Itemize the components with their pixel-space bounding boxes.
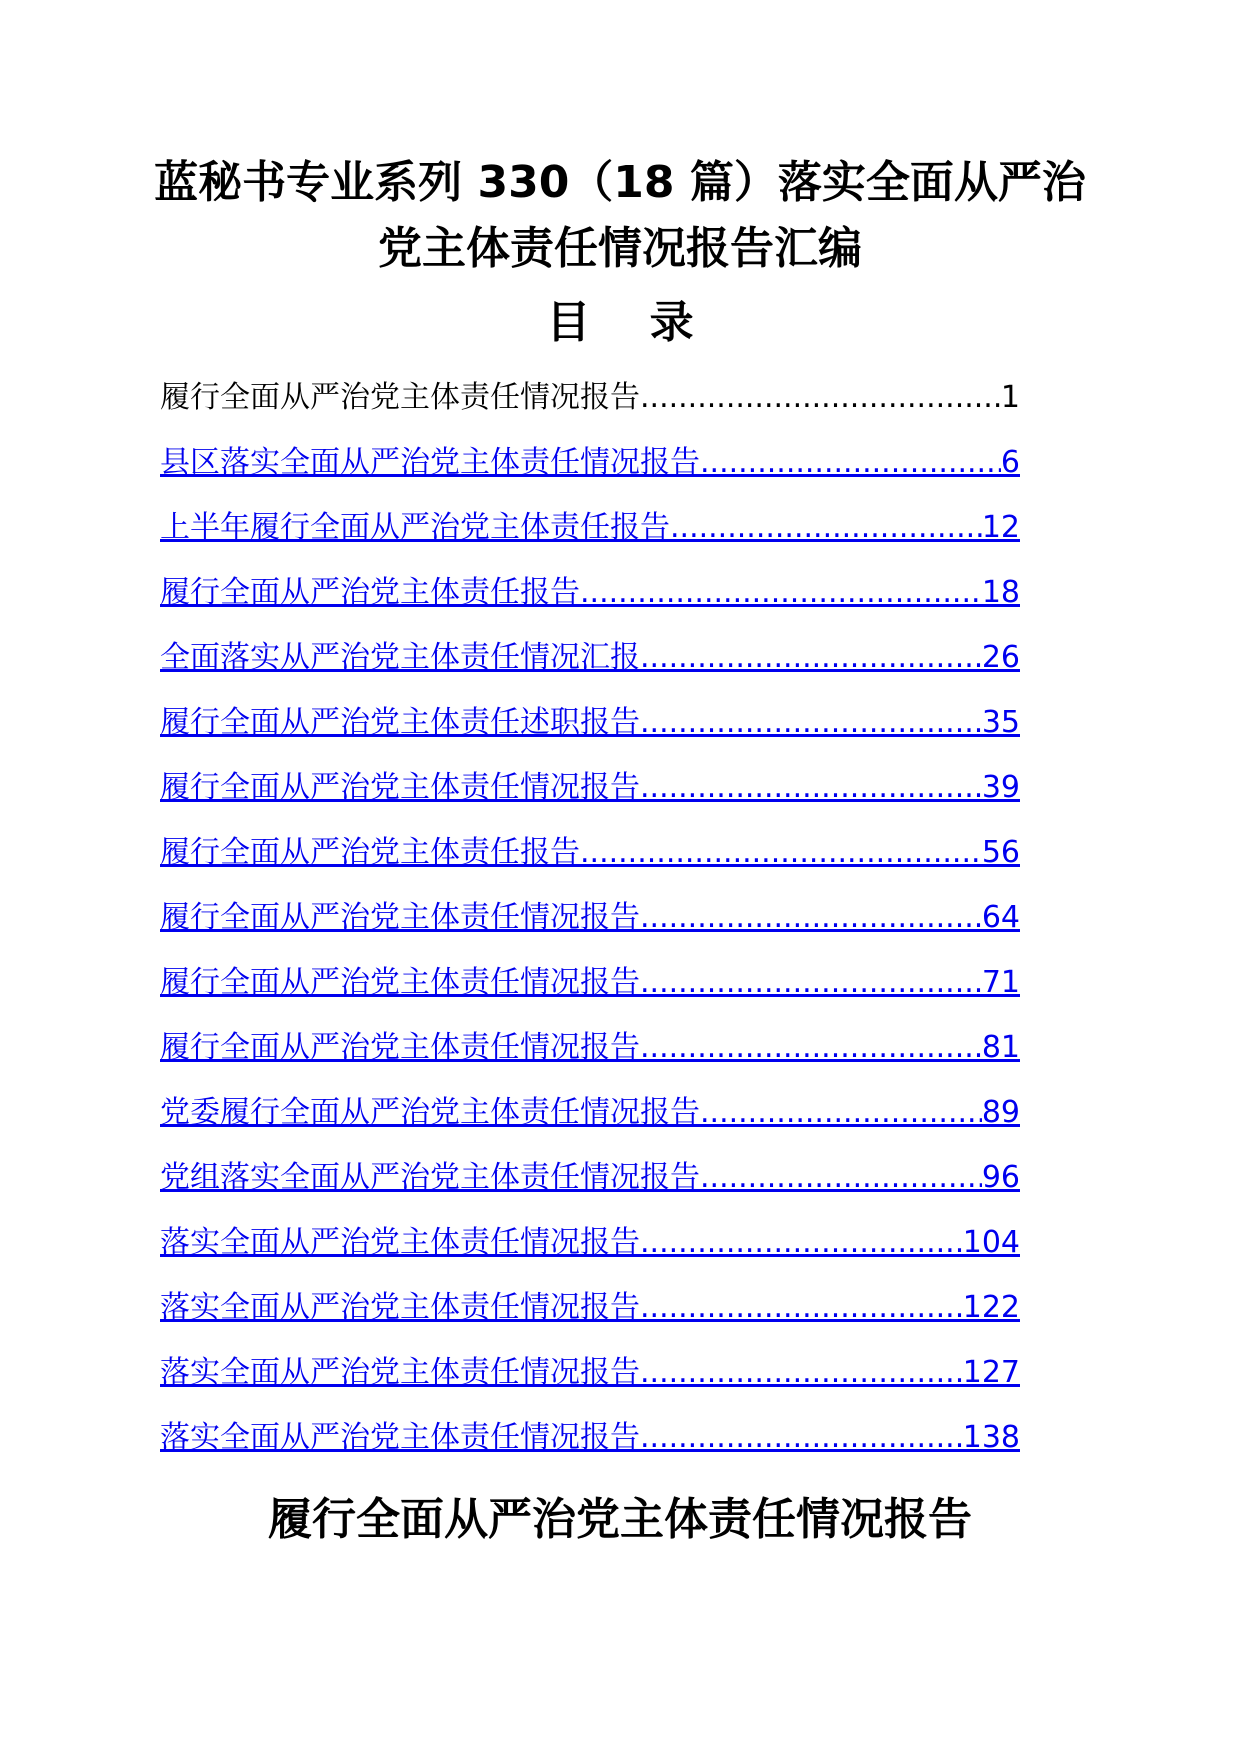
toc-entry-title: 履行全面从严治党主体责任述职报告 <box>160 705 640 740</box>
toc-entry-title: 党委履行全面从严治党主体责任情况报告 <box>160 1095 700 1130</box>
toc-dot-leader <box>700 1151 982 1205</box>
toc-page-number: 18 <box>981 575 1020 610</box>
toc-link[interactable] <box>160 1086 1020 1151</box>
toc-page-number: 127 <box>962 1355 1020 1390</box>
toc-dot-leader <box>640 891 982 945</box>
toc-dot-leader <box>640 696 982 750</box>
toc-page-number: 64 <box>981 900 1020 935</box>
toc-dot-leader <box>640 956 982 1010</box>
toc-entry-title: 党组落实全面从严治党主体责任情况报告 <box>160 1160 700 1195</box>
toc-link[interactable] <box>160 1151 1020 1216</box>
toc-link[interactable] <box>160 1021 1020 1086</box>
table-of-contents <box>160 371 1020 1476</box>
toc-entry-title: 履行全面从严治党主体责任报告 <box>160 575 580 610</box>
toc-dot-leader <box>640 1216 963 1270</box>
toc-page-number: 89 <box>981 1095 1020 1130</box>
toc-entry-title: 落实全面从严治党主体责任情况报告 <box>160 1225 640 1260</box>
toc-dot-leader <box>670 501 982 555</box>
document-title-line-2: 党主体责任情况报告汇编 <box>378 223 862 274</box>
toc-page-number: 71 <box>981 965 1020 1000</box>
toc-entry-title: 落实全面从严治党主体责任情况报告 <box>160 1355 640 1390</box>
toc-link[interactable] <box>160 1281 1020 1346</box>
toc-entry-title: 落实全面从严治党主体责任情况报告 <box>160 1420 640 1455</box>
toc-entry-title: 全面落实从严治党主体责任情况汇报 <box>160 640 640 675</box>
toc-page-number: 26 <box>981 640 1020 675</box>
toc-page-number: 122 <box>962 1290 1020 1325</box>
toc-link[interactable] <box>160 1216 1020 1281</box>
toc-link[interactable] <box>160 436 1020 501</box>
toc-entry-title: 履行全面从严治党主体责任情况报告 <box>160 1030 640 1065</box>
toc-dot-leader <box>640 1281 963 1335</box>
toc-link[interactable] <box>160 891 1020 956</box>
toc-link[interactable] <box>160 956 1020 1021</box>
toc-link[interactable] <box>160 826 1020 891</box>
toc-page-number: 12 <box>981 510 1020 545</box>
toc-link[interactable] <box>160 1346 1020 1411</box>
toc-page-number: 56 <box>981 835 1020 870</box>
toc-page-number: 6 <box>1000 445 1020 480</box>
toc-heading: 目 录 <box>546 297 716 348</box>
toc-link[interactable] <box>160 696 1020 761</box>
document-title-line-1: 蓝秘书专业系列 330（18 篇）落实全面从严治 <box>154 157 1086 208</box>
document-title <box>140 150 1100 282</box>
toc-page-number: 81 <box>981 1030 1020 1065</box>
toc-link[interactable] <box>160 631 1020 696</box>
toc-entry-title: 履行全面从严治党主体责任情况报告 <box>160 900 640 935</box>
toc-link[interactable] <box>160 761 1020 826</box>
toc-dot-leader <box>580 826 982 880</box>
toc-link[interactable] <box>160 566 1020 631</box>
toc-page-number: 138 <box>962 1420 1020 1455</box>
toc-dot-leader <box>640 1411 963 1465</box>
toc-dot-leader <box>640 371 1001 425</box>
toc-page-number: 1 <box>1000 380 1020 415</box>
toc-dot-leader <box>700 436 1001 490</box>
toc-page-number: 104 <box>962 1225 1020 1260</box>
toc-dot-leader <box>640 761 982 815</box>
toc-dot-leader <box>640 1021 982 1075</box>
toc-dot-leader <box>640 631 982 685</box>
toc-page-number: 96 <box>981 1160 1020 1195</box>
toc-page-number: 39 <box>981 770 1020 805</box>
toc-entry-title: 上半年履行全面从严治党主体责任报告 <box>160 510 670 545</box>
toc-dot-leader <box>640 1346 963 1400</box>
toc-entry-title: 县区落实全面从严治党主体责任情况报告 <box>160 445 700 480</box>
toc-entry-title: 履行全面从严治党主体责任情况报告 <box>160 380 640 415</box>
toc-dot-leader <box>700 1086 982 1140</box>
section-title: 履行全面从严治党主体责任情况报告 <box>268 1494 972 1545</box>
toc-link[interactable] <box>160 501 1020 566</box>
toc-link[interactable] <box>160 1411 1020 1476</box>
toc-entry-title: 落实全面从严治党主体责任情况报告 <box>160 1290 640 1325</box>
toc-page-number: 35 <box>981 705 1020 740</box>
toc-entry-title: 履行全面从严治党主体责任报告 <box>160 835 580 870</box>
toc-dot-leader <box>580 566 982 620</box>
toc-entry <box>160 371 1020 436</box>
toc-entry-title: 履行全面从严治党主体责任情况报告 <box>160 770 640 805</box>
toc-entry-title: 履行全面从严治党主体责任情况报告 <box>160 965 640 1000</box>
